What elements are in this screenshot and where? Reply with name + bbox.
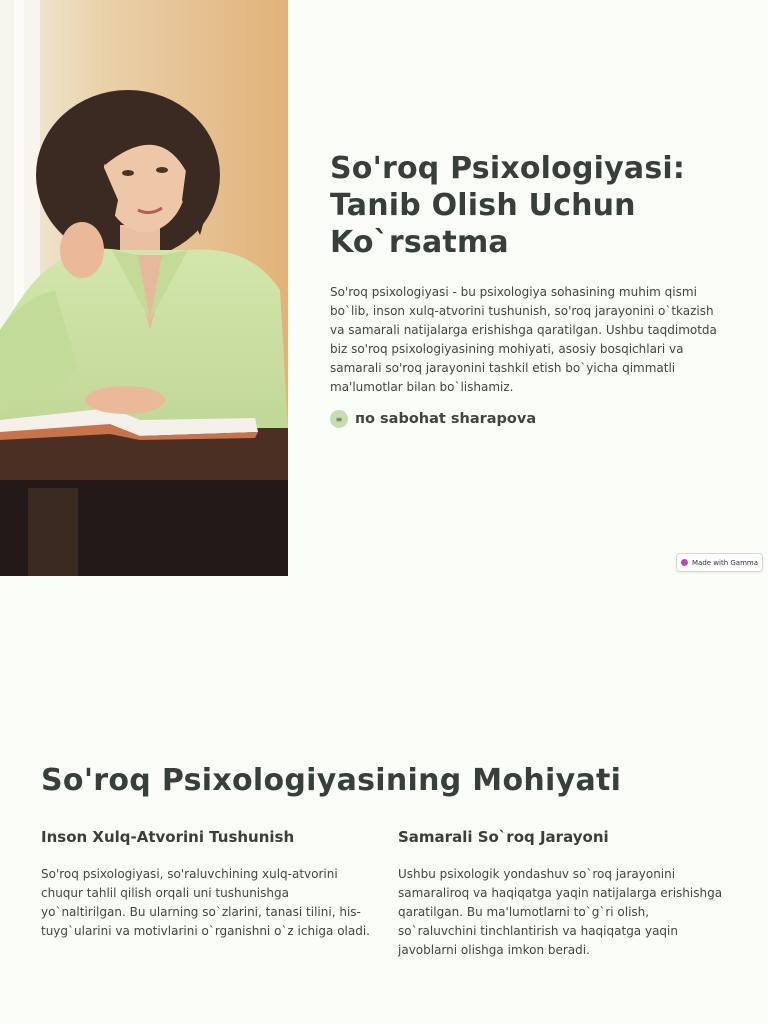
hero-image [0, 0, 288, 576]
column-right [398, 828, 728, 960]
hero-description: So'roq psixologiyasi - bu psixologiya sohasining muhim qismi bo`lib, inson xulq-atvorini tushunish, so'roq jarayonini o`tkazish va samarali natijalarga erishishga qaratilgan. Ushbu taqdimotda biz so'roq psixologiyasining mohiyati, asosiy bosqichlari va samarali so'roq jarayonini tashkil etish bo`yicha qimmatli ma'lumotlar bilan bo`lishamiz. [330, 285, 717, 394]
gamma-logo-icon [681, 559, 688, 566]
hero-title-line2: Tanib Olish Uchun [330, 188, 636, 223]
column-text: So'roq psixologiyasi, so'raluvchining xulq-atvorini chuqur tahlil qilish orqali uni tushunishga yo`naltirilgan. Bu ularning so`zlarini, tanasi tilini, his-tuyg`ularini va motivlarini o`rganishni o`z ichiga oladi. [41, 867, 370, 938]
column-text: Ushbu psixologik yondashuv so`roq jarayonini samaraliroq va haqiqatga yaqin natijalarga erishishga qaratilgan. Bu ma'lumotlarni to`g`ri olish, so`raluvchini tinchlantirish va haqiqatga yaqin javoblarni olishga imkon beradi. [398, 867, 723, 957]
column-title: Samarali So`roq Jarayoni [398, 828, 609, 846]
made-with-gamma-badge[interactable] [676, 553, 763, 572]
author-name: по sabohat sharapova [355, 411, 537, 427]
woman-reading-illustration [0, 0, 288, 576]
author-avatar-icon: ≡ [330, 410, 348, 428]
hero-title-line1: So'roq Psixologiyasi: [330, 151, 686, 186]
hero-title-line3: Ko`rsatma [330, 225, 509, 260]
hero-title [330, 150, 730, 261]
column-title: Inson Xulq-Atvorini Tushunish [41, 828, 295, 846]
badge-label: Made with Gamma [691, 558, 759, 567]
hero-text-block [330, 150, 730, 428]
section-title: So'roq Psixologiyasining Mohiyati [41, 763, 622, 798]
author-byline [330, 410, 730, 428]
column-left [41, 828, 371, 941]
